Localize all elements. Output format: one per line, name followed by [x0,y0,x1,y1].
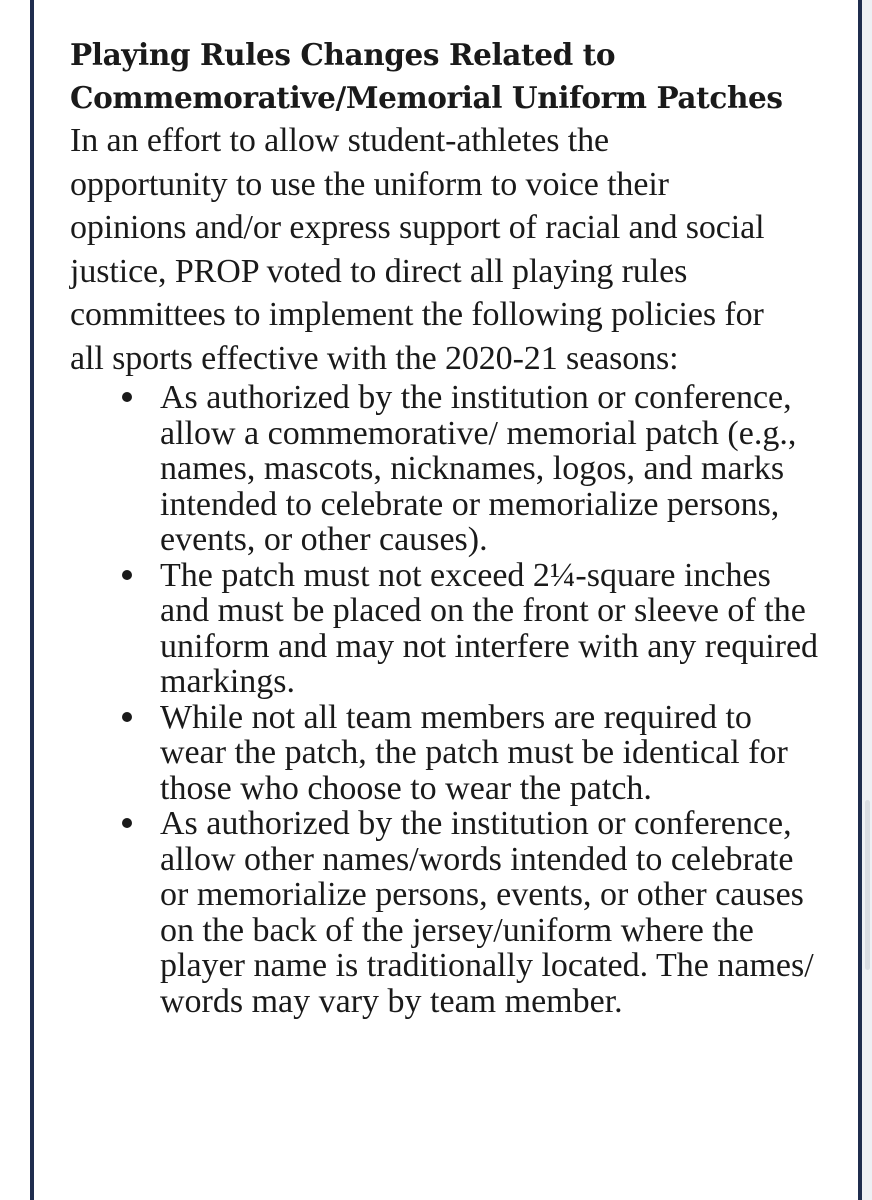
list-item [160,700,820,807]
list-item-text: The patch must not exceed 2¼-square inches and must be placed on the front or sleeve of the uniform and may not interfere with any required markings. [160,556,819,700]
left-frame-border [0,0,34,1200]
scrollbar-thumb[interactable] [865,800,870,970]
list-item-text: As authorized by the institution or conference, allow a commemorative/ memorial patch (e.g., names, mascots, nicknames, logos, and marks intended to celebrate or memorialize persons, events, or other causes). [160,379,797,558]
policy-list [70,380,820,1019]
list-item [160,558,820,700]
document-body [70,33,830,1019]
section-heading: Playing Rules Changes Related to Commemorative/Memorial Uniform Patches [70,37,783,115]
bullet-icon [122,570,132,580]
list-item [160,380,820,558]
intro-paragraph: In an effort to allow student-athletes the opportunity to use the uniform to voice their opinions and/or express support of racial and social justice, PROP voted to direct all playing rules committees to implement the following policies for all sports effective with the 2020-21 seasons: [70,122,765,377]
scrollbar-track[interactable] [858,0,872,1200]
bullet-icon [122,392,132,402]
list-item-text: As authorized by the institution or conference, allow other names/words intended to celebrate or memorialize persons, events, or other causes on the back of the jersey/uniform where the player name is traditionally located. The names/ words may vary by team member. [160,805,814,1020]
bullet-icon [122,818,132,828]
list-item [160,806,820,1019]
list-item-text: While not all team members are required to wear the patch, the patch must be identical for those who choose to wear the patch. [160,698,788,807]
bullet-icon [122,712,132,722]
